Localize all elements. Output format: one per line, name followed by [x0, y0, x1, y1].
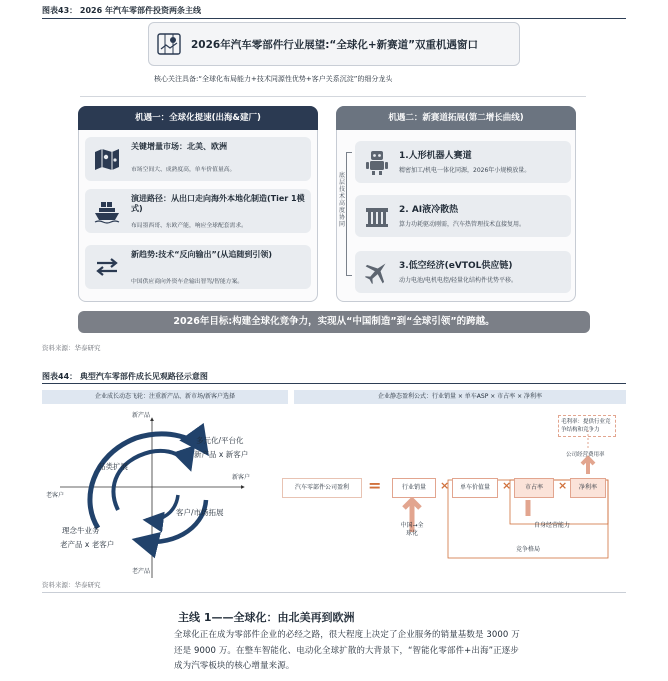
section-title: 主线 1——全球化：由北美再到欧洲 [178, 611, 355, 624]
asp-box: 单车价值量 [452, 478, 498, 498]
china-global-label: 中国→全球化 [400, 522, 424, 537]
competition-landscape-label: 竞争格局 [516, 546, 541, 553]
spiral-arrow [146, 495, 178, 520]
figure-44-title: 图表44： 典型汽车零部件成长见观路径示意图 [42, 372, 208, 381]
outlook-headline: 2026年汽车零部件行业展望:“全球化+新赛道”双重机遇窗口 [191, 39, 479, 51]
times-sign: × [558, 479, 568, 492]
core-focus-text: 核心关注具备:“全球化布局能力+技术同源性优势+客户关系沉淀”的细分龙头 [154, 75, 393, 83]
item-title: 关键增量市场：北美、欧洲 [131, 142, 227, 151]
item-title: 演进路径：从出口走向海外本地化制造(Tier 1模式) [131, 194, 305, 213]
axis-label-up: 新产品 [132, 412, 151, 419]
opportunity-one-heading: 机遇一：全球化提速(出海&建厂) [78, 106, 318, 130]
expense-arrow [582, 458, 594, 474]
item-title: 新趋势:技术“反向输出”(从追随到引领) [131, 250, 273, 259]
opportunity-two-heading: 机遇二：新赛道拓展(第二增长曲线) [336, 106, 576, 130]
quadrant-core-business-formula: 老产品 x 老客户 [60, 540, 115, 549]
item-subtitle: 布局墨西哥、东欧产能，响应全球配套需求。 [131, 223, 247, 229]
net-margin-box: 净利率 [570, 478, 606, 498]
item-title: 3.低空经济(eVTOL供应链) [399, 261, 513, 271]
company-profit-box: 汽车零部件公司盈利 [282, 478, 362, 498]
paragraph-line: 全球化正在成为零部件企业的必经之路，很大程度上决定了企业服务的销量基数是 3000 万 [174, 630, 520, 640]
quadrant-customer-expansion: 客户/市场拓展 [176, 508, 224, 517]
figure-44-source: 资料来源：华泰研究 [42, 581, 101, 589]
axis-label-right: 新客户 [232, 474, 251, 481]
times-sign: × [502, 479, 512, 492]
quadrant-diversified: 多元化/平台化 [196, 436, 244, 445]
item-subtitle: 算力功耗驱动刚需，汽车热管理技术直接复用。 [399, 221, 526, 228]
figure-43-title: 图表43： 2026 年汽车零部件投资两条主线 [42, 6, 201, 15]
item-title: 2. AI液冷散热 [399, 205, 459, 215]
item-title: 1.人形机器人赛道 [399, 151, 472, 161]
item-subtitle: 精密加工/机电一体化同源，2026年小规模放量。 [399, 167, 531, 174]
section-paragraph [174, 628, 636, 675]
self-capability-label: 自身经营能力 [534, 522, 571, 529]
item-subtitle: 动力电池/电机电控/轻量化结构件优势平移。 [399, 277, 518, 284]
figure-43-source: 资料来源：华泰研究 [42, 344, 101, 352]
quadrant-core-business: 理念牛业务 [62, 526, 100, 535]
paragraph-line: 成为汽零板块的核心增量来源。 [174, 661, 295, 671]
flywheel-heading: 企业成长动态飞轮：注重新产品、新市场/新客户选择 [42, 390, 288, 404]
equals-sign: = [368, 476, 382, 495]
source-rule [42, 592, 626, 593]
item-subtitle: 市场空间大、成熟度高，单车价值量高。 [131, 167, 236, 173]
market-share-box: 市占率 [514, 478, 554, 498]
axis-label-left: 老客户 [46, 492, 65, 499]
axis-label-down: 老产品 [132, 568, 151, 575]
expense-rate-note: 公司经营费用率 [566, 452, 605, 458]
quadrant-diversified-formula: 新产品 x 新客户 [194, 450, 249, 459]
industry-sales-box: 行业销量 [392, 478, 436, 498]
item-subtitle: 中国供应商向外资车企输出智驾/智能方案。 [131, 279, 244, 285]
paragraph-line: 还是 9000 万。在整车智能化、电动化全球扩散的大背景下，“智能化零部件+出海”正逐步 [174, 645, 519, 656]
profit-formula-heading: 企业静态盈利公式：行业销量 × 单车ASP × 市占率 × 净利率 [294, 390, 626, 404]
target-banner: 2026年目标:构建全球化竞争力，实现从“中国制造”到“全球引领”的跨越。 [78, 311, 590, 333]
quadrant-category-expansion: 品类扩展 [98, 462, 128, 471]
synergy-vertical-label: 底层技术高度协同 [338, 172, 345, 228]
gross-margin-note: 毛利率：提供行业竞争结构和竞争力 [558, 415, 616, 437]
times-sign: × [440, 479, 450, 492]
